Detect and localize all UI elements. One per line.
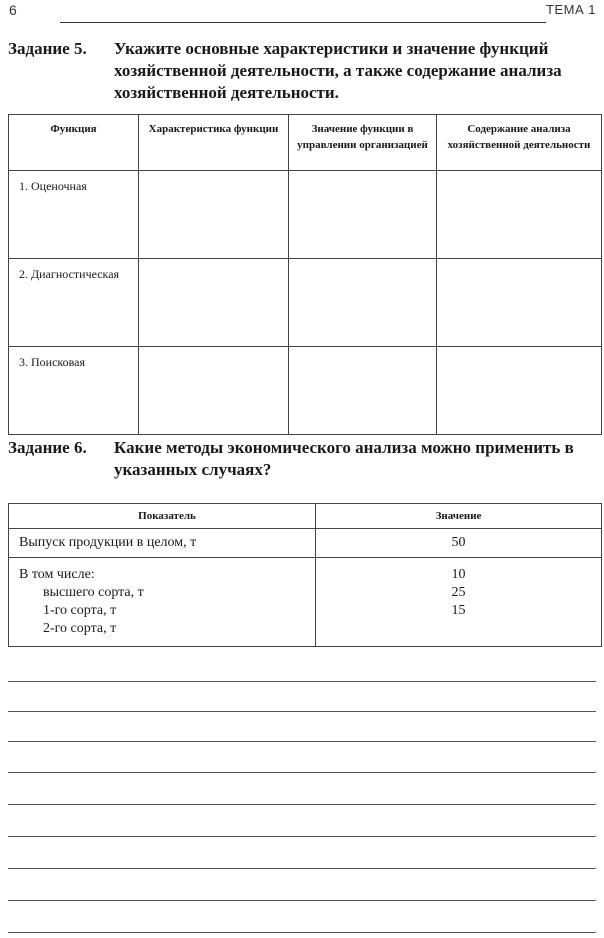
task-5 [8, 38, 598, 104]
answer-line[interactable] [8, 741, 596, 742]
answer-line[interactable] [8, 900, 596, 901]
row-label: 3. Поисковая [9, 347, 139, 435]
answer-line[interactable] [8, 868, 596, 869]
page-number: 6 [9, 2, 17, 18]
breakdown-labels [9, 558, 316, 647]
table-row [9, 347, 602, 435]
table-row [9, 259, 602, 347]
output-table [8, 503, 602, 647]
header-characteristic: Характеристика функции [139, 115, 289, 171]
table-row [9, 558, 602, 647]
answer-line[interactable] [8, 836, 596, 837]
topic-label: ТЕМА 1 [546, 2, 596, 17]
header-analysis-content: Содержание анализа хозяйственной деятельности [437, 115, 602, 171]
including-label: В том числе: [19, 567, 95, 582]
header-significance: Значение функции в управлении организацией [289, 115, 437, 171]
grade-value: 10 [451, 567, 466, 582]
table-header-row [9, 504, 602, 529]
table-header-row [9, 115, 602, 171]
answer-cell[interactable] [289, 259, 437, 347]
grade-label: 2-го сорта, т [43, 621, 117, 636]
task-6 [8, 437, 598, 481]
task-6-number: Задание 6. [8, 438, 87, 457]
answer-line[interactable] [8, 681, 596, 682]
answer-cell[interactable] [437, 259, 602, 347]
answer-cell[interactable] [437, 347, 602, 435]
answer-line[interactable] [8, 804, 596, 805]
answer-line[interactable] [8, 772, 596, 773]
answer-cell[interactable] [139, 171, 289, 259]
table-row [9, 529, 602, 558]
total-value: 50 [316, 529, 602, 558]
answer-cell[interactable] [289, 171, 437, 259]
task-5-number: Задание 5. [8, 39, 87, 58]
answer-line[interactable] [8, 711, 596, 712]
answer-cell[interactable] [289, 347, 437, 435]
header-value: Значение [316, 504, 602, 529]
row-label: 2. Диагностическая [9, 259, 139, 347]
answer-line[interactable] [8, 932, 596, 933]
header-indicator: Показатель [9, 504, 316, 529]
grade-label: 1-го сорта, т [43, 603, 117, 618]
answer-cell[interactable] [139, 259, 289, 347]
task-6-text: Какие методы экономического анализа можно применить в указанных случаях? [114, 438, 574, 479]
breakdown-values [316, 558, 602, 647]
answer-cell[interactable] [139, 347, 289, 435]
grade-value: 25 [451, 585, 466, 600]
table-row [9, 171, 602, 259]
total-label: Выпуск продукции в целом, т [9, 529, 316, 558]
header-rule [60, 22, 546, 23]
answer-cell[interactable] [437, 171, 602, 259]
row-label: 1. Оценочная [9, 171, 139, 259]
functions-table [8, 114, 602, 435]
grade-value: 15 [451, 603, 466, 618]
header-function: Функция [9, 115, 139, 171]
task-5-text: Укажите основные характеристики и значение функций хозяйственной деятельности, а также содержание анализа хозяйственной деятельности. [114, 39, 562, 102]
grade-label: высшего сорта, т [43, 585, 144, 600]
